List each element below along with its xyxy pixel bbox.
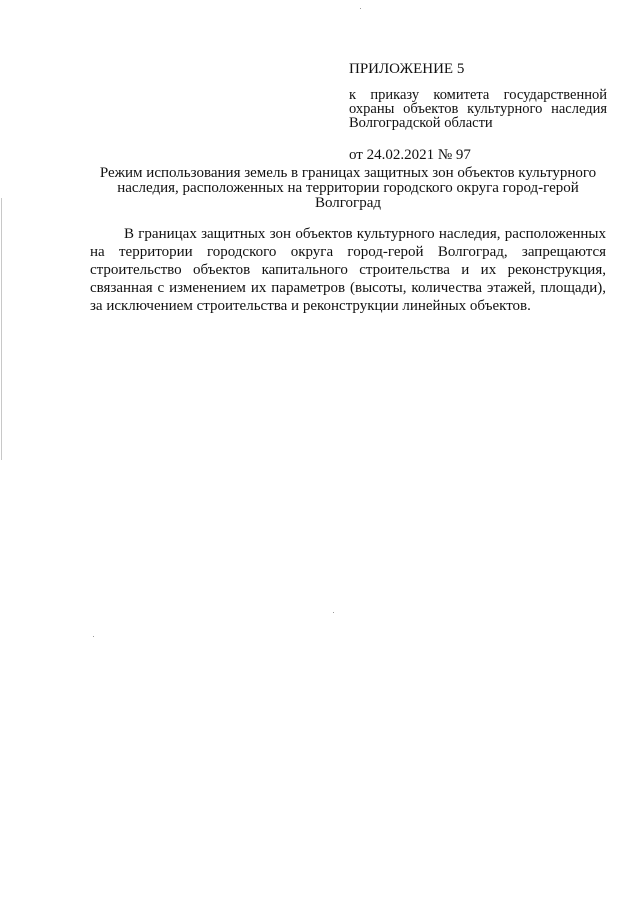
- document-title: Режим использования земель в границах защитных зон объектов культурного наследия, расположенных на территории городского округа город-герой Волгоград: [99, 165, 597, 211]
- appendix-date-number: от 24.02.2021 № 97: [349, 147, 471, 163]
- appendix-header: [349, 60, 607, 164]
- scan-dot: [360, 8, 361, 9]
- scan-dot: [93, 636, 94, 637]
- appendix-title: ПРИЛОЖЕНИЕ 5: [349, 61, 465, 77]
- appendix-description: к приказу комитета государственной охраны объектов культурного наследия Волгоградской области: [349, 87, 607, 131]
- scan-dot: [333, 612, 334, 613]
- scan-edge-artifact: [1, 198, 2, 460]
- document-body-paragraph: В границах защитных зон объектов культурного наследия, расположенных на территории городского округа город-герой Волгоград, запрещаются строительство объектов капитального строительства и их реконструкция, связанная с изменением их параметров (высоты, количества этажей, площади), за исключением строительства и реконструкции линейных объектов.: [90, 226, 606, 314]
